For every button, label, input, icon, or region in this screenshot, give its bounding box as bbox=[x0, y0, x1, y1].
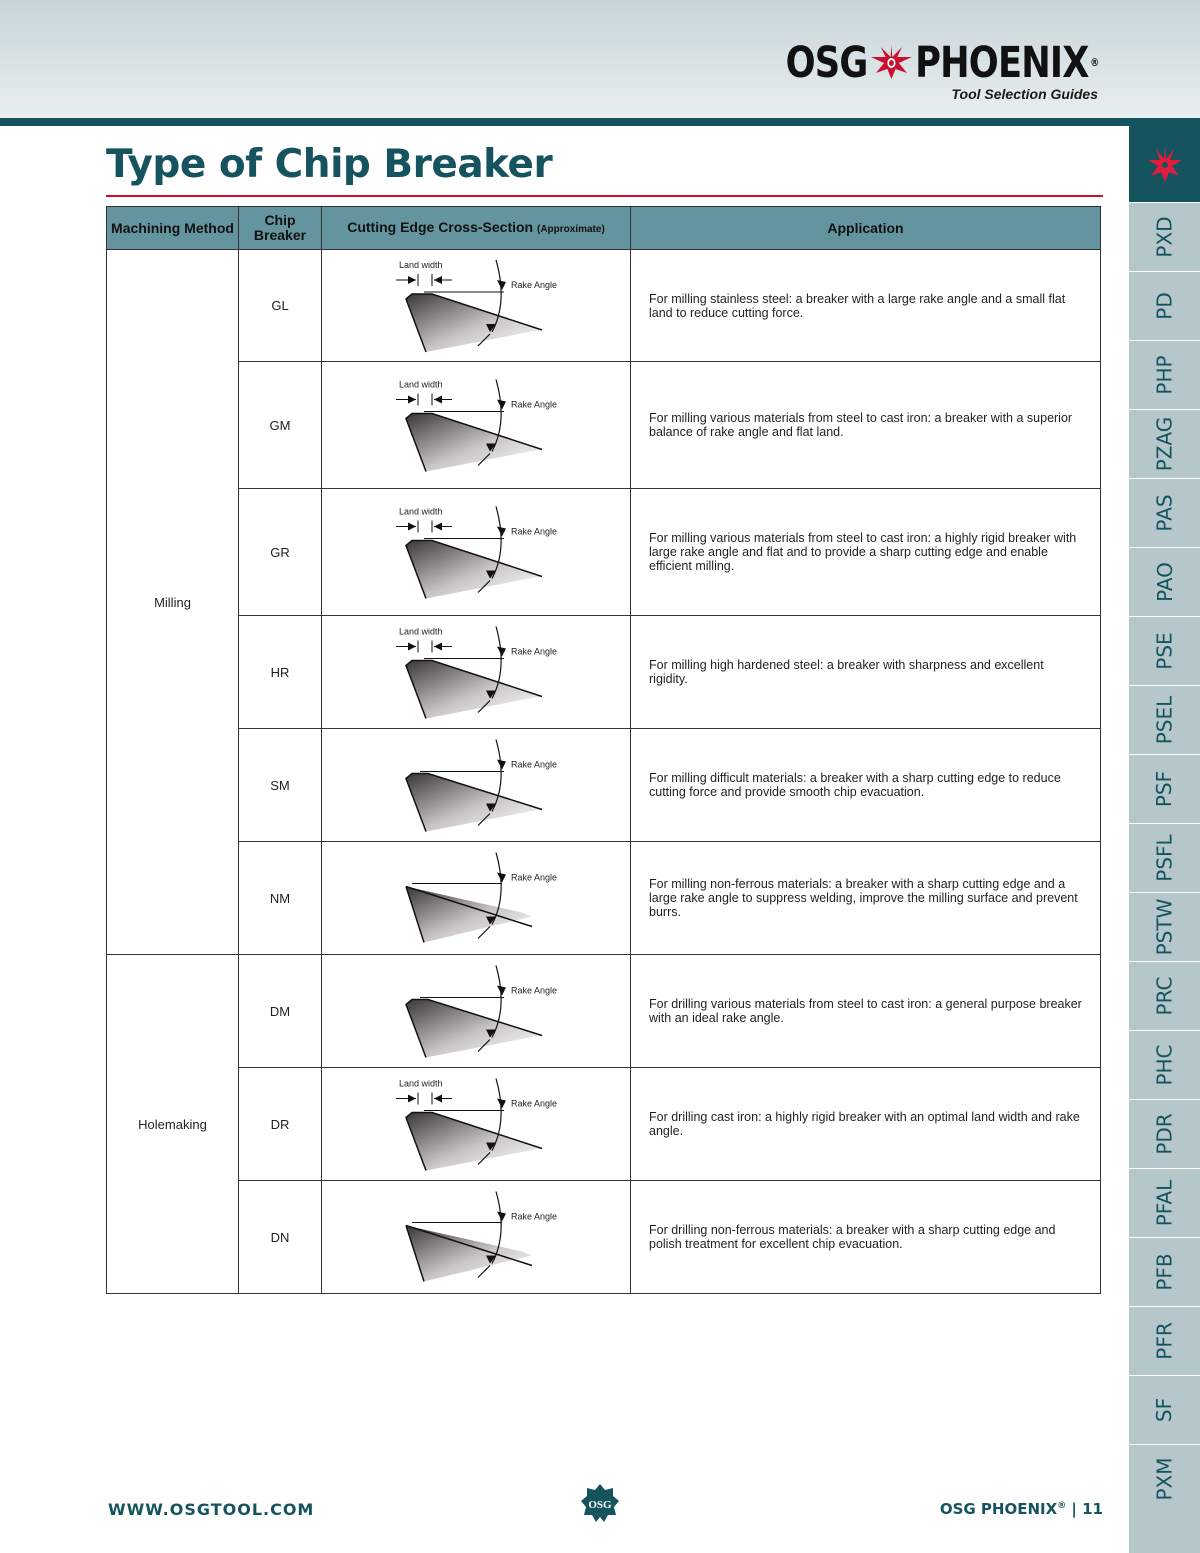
header-chip-breaker: Chip Breaker bbox=[239, 207, 322, 250]
side-tab-label: PSFL bbox=[1152, 834, 1177, 882]
application-text: For milling non-ferrous materials: a breaker with a sharp cutting edge and a large rake angle to suppress welding, improve the milling surface and prevent burrs. bbox=[631, 842, 1101, 955]
chip-breaker-code: GR bbox=[239, 489, 322, 616]
table-row bbox=[107, 955, 1101, 1068]
rake-angle-label: Rake Angle bbox=[511, 872, 558, 882]
table-row bbox=[107, 362, 1101, 489]
chip-breaker-code: DR bbox=[239, 1068, 322, 1181]
side-tab-label: PD bbox=[1152, 292, 1177, 320]
table-row bbox=[107, 1181, 1101, 1294]
application-text: For milling high hardened steel: a breaker with sharpness and excellent rigidity. bbox=[631, 616, 1101, 729]
application-text: For milling various materials from steel to cast iron: a breaker with a superior balance of rake angle and flat land. bbox=[631, 362, 1101, 489]
side-tab-label: PZAG bbox=[1152, 416, 1177, 472]
header-rule bbox=[0, 118, 1200, 126]
side-tab-label: PFR bbox=[1152, 1322, 1177, 1360]
rake-angle-label: Rake Angle bbox=[511, 1211, 558, 1221]
side-tab-home[interactable] bbox=[1129, 126, 1200, 202]
machining-method-cell: Holemaking bbox=[107, 955, 239, 1294]
cross-section-cell bbox=[322, 616, 631, 729]
side-tab-pse[interactable] bbox=[1129, 616, 1200, 685]
land-width-label: Land width bbox=[399, 506, 443, 516]
side-tab-pdr[interactable] bbox=[1129, 1099, 1200, 1168]
side-tab-pfb[interactable] bbox=[1129, 1237, 1200, 1306]
table-header-row bbox=[107, 207, 1101, 250]
chip-breaker-code: NM bbox=[239, 842, 322, 955]
side-tab-pstw[interactable] bbox=[1129, 892, 1200, 961]
header-cross-section bbox=[322, 207, 631, 250]
table-row bbox=[107, 842, 1101, 955]
cross-section-cell bbox=[322, 842, 631, 955]
brand-reg: ® bbox=[1089, 56, 1098, 69]
side-tab-pfr[interactable] bbox=[1129, 1306, 1200, 1375]
side-tab-pd[interactable] bbox=[1129, 271, 1200, 340]
chip-breaker-code: HR bbox=[239, 616, 322, 729]
side-tab-label: PXD bbox=[1152, 216, 1177, 258]
side-tab-label: PSEL bbox=[1152, 695, 1177, 745]
application-text: For milling various materials from steel to cast iron: a highly rigid breaker with large rake angle and flat and to provide a sharp cutting edge and enable efficient milling. bbox=[631, 489, 1101, 616]
footer-osg-logo bbox=[580, 1483, 620, 1528]
header-cross-section-note: (Approximate) bbox=[537, 223, 605, 235]
side-tab-psel[interactable] bbox=[1129, 685, 1200, 754]
land-width-label: Land width bbox=[399, 626, 443, 636]
side-tab-phc[interactable] bbox=[1129, 1030, 1200, 1099]
cross-section-cell bbox=[322, 1181, 631, 1294]
side-tab-psfl[interactable] bbox=[1129, 823, 1200, 892]
side-tab-label: PAO bbox=[1152, 562, 1177, 602]
side-tab-label: PSE bbox=[1152, 632, 1177, 670]
application-text: For drilling cast iron: a highly rigid breaker with an optimal land width and rake angle. bbox=[631, 1068, 1101, 1181]
application-text: For drilling various materials from steel to cast iron: a general purpose breaker with an ideal rake angle. bbox=[631, 955, 1101, 1068]
chip-breaker-code: DM bbox=[239, 955, 322, 1068]
side-tab-label: PFB bbox=[1152, 1253, 1177, 1291]
rake-angle-label: Rake Angle bbox=[511, 646, 558, 656]
land-width-label: Land width bbox=[399, 259, 443, 270]
footer-logo-text: OSG bbox=[588, 1499, 612, 1511]
rake-angle-label: Rake Angle bbox=[511, 759, 558, 769]
brand-left: OSG bbox=[785, 38, 868, 88]
side-tab-label: PXM bbox=[1152, 1457, 1177, 1501]
header-machining-method: Machining Method bbox=[107, 207, 239, 250]
side-tab-pas[interactable] bbox=[1129, 478, 1200, 547]
side-tab-pxm[interactable] bbox=[1129, 1444, 1200, 1513]
side-tab-pzag[interactable] bbox=[1129, 409, 1200, 478]
cross-section-diagram bbox=[322, 251, 631, 361]
table-row bbox=[107, 616, 1101, 729]
page-title: Type of Chip Breaker bbox=[106, 142, 553, 187]
side-tab-bar bbox=[1129, 126, 1200, 1553]
application-text: For drilling non-ferrous materials: a breaker with a sharp cutting edge and polish treatment for excellent chip evacuation. bbox=[631, 1181, 1101, 1294]
cross-section-diagram bbox=[322, 1069, 631, 1180]
header-cross-section-label: Cutting Edge Cross-Section bbox=[347, 218, 534, 235]
rake-angle-label: Rake Angle bbox=[511, 985, 558, 995]
chip-breaker-code: DN bbox=[239, 1181, 322, 1294]
phoenix-bird-icon bbox=[869, 43, 913, 83]
side-tab-pao[interactable] bbox=[1129, 547, 1200, 616]
table-row bbox=[107, 250, 1101, 362]
application-text: For milling stainless steel: a breaker with a large rake angle and a small flat land to reduce cutting force. bbox=[631, 250, 1101, 362]
osg-logo-icon bbox=[580, 1483, 620, 1523]
title-rule bbox=[106, 195, 1103, 197]
table-row bbox=[107, 1068, 1101, 1181]
side-tab-label: PSTW bbox=[1152, 898, 1177, 956]
cross-section-cell bbox=[322, 250, 631, 362]
chip-breaker-code: SM bbox=[239, 729, 322, 842]
cross-section-diagram bbox=[322, 1182, 631, 1293]
side-tab-pxd[interactable] bbox=[1129, 202, 1200, 271]
footer-url[interactable]: WWW.OSGTOOL.COM bbox=[108, 1500, 315, 1519]
cross-section-diagram bbox=[322, 490, 631, 615]
side-tab-label: PFAL bbox=[1152, 1179, 1177, 1227]
rake-angle-label: Rake Angle bbox=[511, 399, 558, 409]
brand-logo bbox=[717, 38, 1098, 102]
machining-method-cell: Milling bbox=[107, 250, 239, 955]
footer-page-number: | 11 bbox=[1071, 1500, 1103, 1518]
side-tab-label: PAS bbox=[1152, 494, 1177, 532]
side-tab-prc[interactable] bbox=[1129, 961, 1200, 1030]
brand-right: PHOENIX bbox=[914, 38, 1089, 88]
footer-brand-reg: ® bbox=[1057, 1501, 1067, 1511]
table-row bbox=[107, 729, 1101, 842]
cross-section-cell bbox=[322, 1068, 631, 1181]
footer-brand bbox=[940, 1500, 1103, 1518]
side-tab-label: SF bbox=[1152, 1397, 1177, 1423]
land-width-label: Land width bbox=[399, 379, 443, 389]
table-row bbox=[107, 489, 1101, 616]
side-tab-sf[interactable] bbox=[1129, 1375, 1200, 1444]
cross-section-diagram bbox=[322, 363, 631, 488]
cross-section-diagram bbox=[322, 730, 631, 841]
cross-section-cell bbox=[322, 489, 631, 616]
side-tab-label: PRC bbox=[1152, 976, 1177, 1016]
side-tab-label: PHP bbox=[1152, 355, 1177, 395]
side-tab-label: PDR bbox=[1152, 1113, 1177, 1155]
rake-angle-label: Rake Angle bbox=[511, 279, 558, 290]
side-tab-php[interactable] bbox=[1129, 340, 1200, 409]
side-tab-label: PHC bbox=[1152, 1044, 1177, 1086]
chip-breaker-code: GM bbox=[239, 362, 322, 489]
header-application: Application bbox=[631, 207, 1101, 250]
rake-angle-label: Rake Angle bbox=[511, 526, 558, 536]
brand-subtitle: Tool Selection Guides bbox=[951, 86, 1098, 102]
side-tab-pfal[interactable] bbox=[1129, 1168, 1200, 1237]
cross-section-cell bbox=[322, 955, 631, 1068]
chip-breaker-code: GL bbox=[239, 250, 322, 362]
cross-section-cell bbox=[322, 362, 631, 489]
cross-section-diagram bbox=[322, 956, 631, 1067]
application-text: For milling difficult materials: a breaker with a sharp cutting edge to reduce cutting force and provide smooth chip evacuation. bbox=[631, 729, 1101, 842]
cross-section-cell bbox=[322, 729, 631, 842]
cross-section-diagram bbox=[322, 843, 631, 954]
footer-brand-name: OSG PHOENIX bbox=[939, 1500, 1058, 1518]
rake-angle-label: Rake Angle bbox=[511, 1098, 558, 1108]
side-tab-psf[interactable] bbox=[1129, 754, 1200, 823]
chip-breaker-table bbox=[106, 206, 1101, 1294]
cross-section-diagram bbox=[322, 617, 631, 728]
side-tab-label: PSF bbox=[1152, 770, 1177, 808]
phoenix-bird-icon bbox=[1148, 144, 1182, 184]
land-width-label: Land width bbox=[399, 1078, 443, 1088]
